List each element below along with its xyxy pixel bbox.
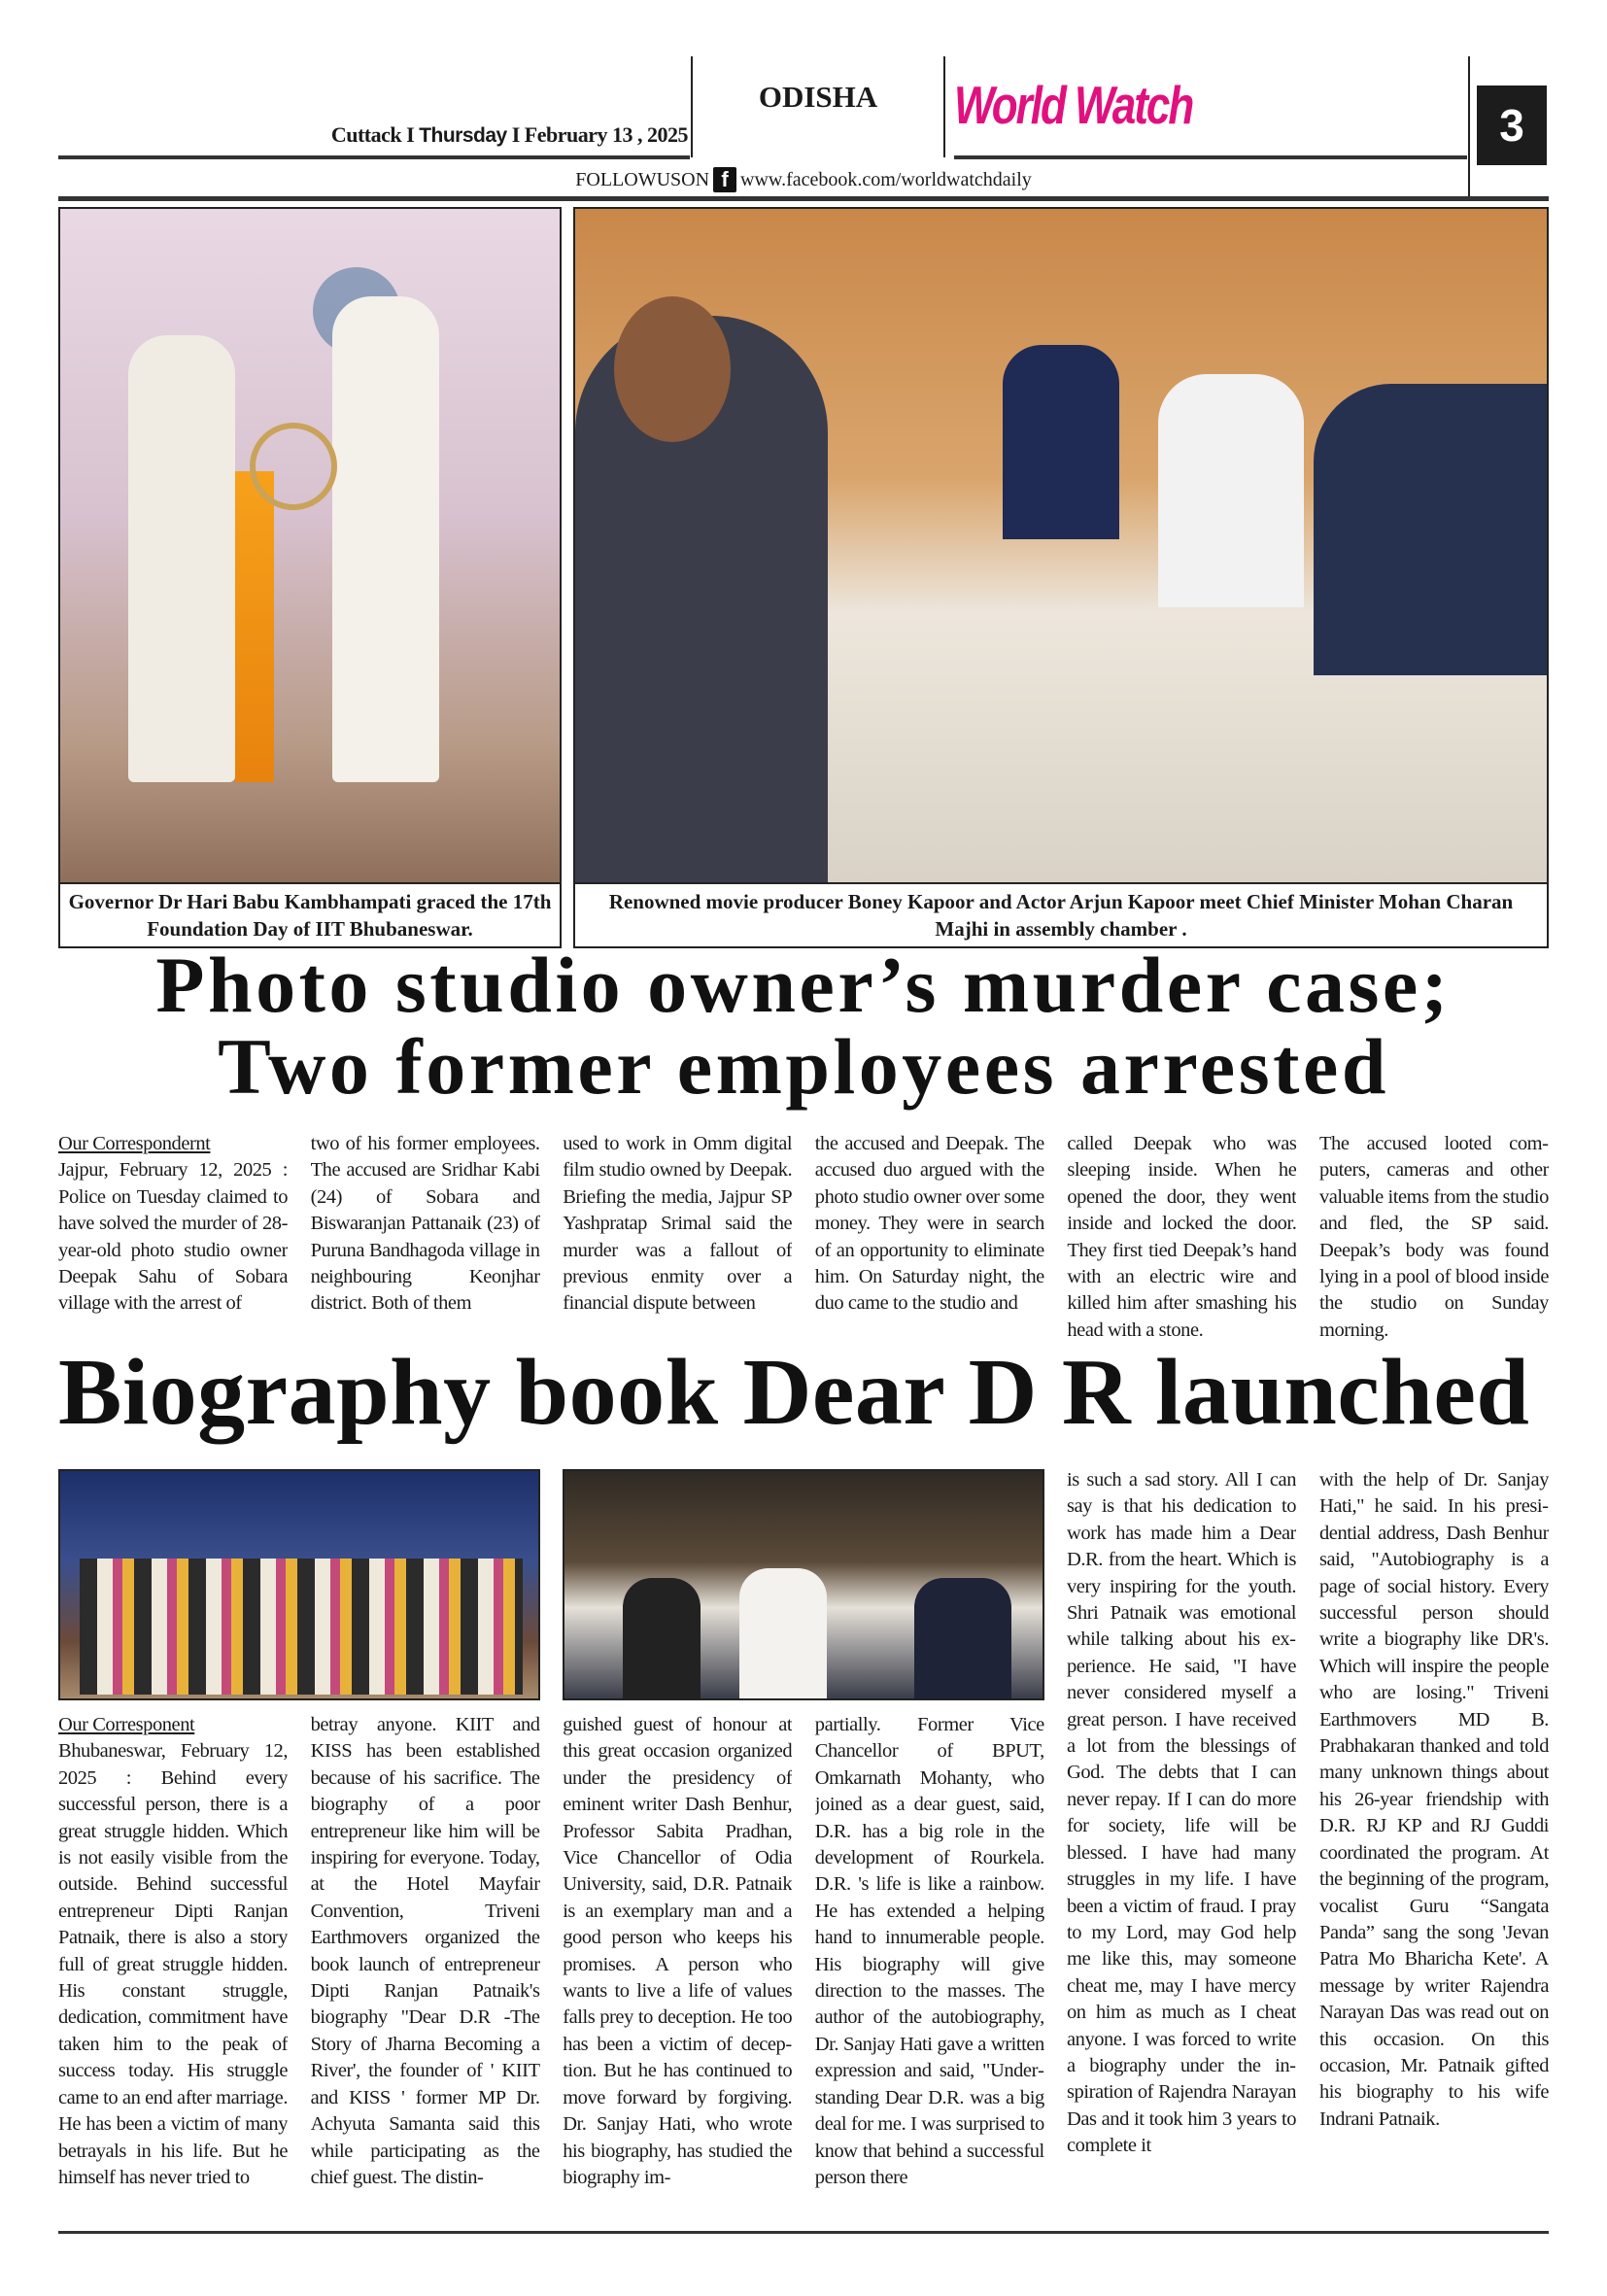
page-bottom-rule <box>58 2231 1549 2234</box>
follow-us-bar <box>0 167 1607 192</box>
article-column: The accused looted computers, cameras and other valuable items from the studio and fled, the SP said. Deepak’s body was found lying in a pool of blood inside the studio on Sunday morning. <box>1318 1133 1549 1341</box>
page-number: 3 <box>1477 86 1547 165</box>
article-column: partially. Former Vice Chancellor of BPUT, Omkarnath Mohanty, who joined as a dear guest, said, D.R. has a big role in the development of Rourkela. D.R. 's life is like a rainbow. He has extended a helping hand to innumerable people. His biography will give direction to the masses. The author of the autobiography, Dr. Sanjay Hati gave a written expression and said, "Understanding Dear D.R. was a big deal for me. I was surprised to know that behind a successful person there <box>814 1714 1044 2188</box>
book-launch-audience-photo <box>563 1469 1044 1700</box>
article-column: used to work in Omm digital film studio owned by Deepak. Briefing the media, Jajpur SP Yashpratap Srimal said the murder was a fallout of previous enmity over a financial dispute between <box>563 1133 793 1315</box>
follow-label: FOLLOWUSON <box>575 168 710 190</box>
byline: Our Corresponent <box>58 1714 195 1735</box>
article2-headline: Biography book Dear D R launched <box>58 1340 1530 1445</box>
article-column: with the help of Dr. Sanjay Hati," he said. In his presidential address, Dash Benhur said, "Autobiography is a page of social history. Every successful person should write a biography like DR's. Which will inspire the people who are losing." Triveni Earthmovers MD B. Prabhakaran thanked and told many unknown things about his 26-year friendship with D.R. RJ KP and RJ Guddi coordinated the program. At the beginning of the program, vocalist Guru “Sangata Panda” sang the song 'Jevan Patra Mo Bharicha Kete'. A message by writer Rajendra Narayan Das was read out on this occasion. On this occasion, Mr. Patnaik gifted his biography to his wife Indrani Patnaik. <box>1319 1469 1549 2130</box>
header-bottom-rule <box>58 196 1549 201</box>
article-column: two of his former employees. The accused are Sridhar Kabi (24) of Sobara and Biswaranjan Pattanaik (23) of Puruna Bandhagoda village in neighbouring Keonjhar district. Both of them <box>310 1133 540 1315</box>
world-watch-logo: World Watch <box>954 76 1193 136</box>
byline: Our Correspondernt <box>58 1133 211 1154</box>
masthead-divider <box>691 56 693 157</box>
governor-photo <box>58 207 562 884</box>
facebook-link[interactable]: www.facebook.com/worldwatchdaily <box>740 168 1032 190</box>
article-column: is such a sad story. All I can say is that his dedication to work has made him a Dear D.R. from the heart. Which is very inspiring for the youth. Shri Patnaik was emotional while talking about his experience. He said, "I have never considered myself a great person. I have received a lot from the blessings of God. The debts that I can never repay. If I can do more for society, life will be blessed. I have had many struggles in my life. I have been a victim of fraud. I pray to my Lord, may God help me like this, may someone cheat me, may I have mercy on him as much as I cheat anyone. I was forced to write a biography under the inspiration of Rajendra Narayan Das and it took him 3 years to complete it <box>1067 1469 1296 2157</box>
facebook-icon: f <box>713 167 736 192</box>
article-column <box>58 1131 288 1349</box>
masthead-rule <box>954 155 1467 159</box>
article-column: guished guest of honour at this great occasion organized under the presidency of eminent writer Dash Benhur, Professor Sabita Pradhan, Vice Chancellor of Odia University, said, D.R. Patnaik is an exemplary man and a good person who keeps his promises. A person who wants to live a life of values falls prey to deception. He too has been a victim of deception. But he has continued to move forward by forgiving. Dr. Sanjay Hati, who wrote his biography, has studied the biography im- <box>563 1714 793 2188</box>
headline-line: Two former employees arrested <box>218 1022 1389 1111</box>
book-launch-stage-photo <box>58 1469 540 1700</box>
governor-photo-caption: Governor Dr Hari Babu Kambhampati graced the 17th Foundation Day of IIT Bhubaneswar. <box>58 884 562 948</box>
chief-minister-photo-caption: Renowned movie producer Boney Kapoor and Actor Arjun Kapoor meet Chief Minister Mohan Charan Majhi in assembly chamber . <box>573 884 1549 948</box>
dateline <box>194 122 688 148</box>
separator: I <box>511 122 520 147</box>
article1-body <box>58 1131 1549 1349</box>
column-text: Jajpur, February 12, 2025 : Police on Tuesday claimed to have solved the murder of 28-year-old photo studio owner Deepak Sahu of Sobara village with the arrest of <box>58 1159 288 1315</box>
masthead-rule <box>58 155 690 159</box>
article-column <box>58 1712 288 2217</box>
city: Cuttack <box>330 122 402 147</box>
chief-minister-meeting-photo <box>573 207 1549 884</box>
article-column: betray anyone. KIIT and KISS has been established because of his sacrifice. The biography of a poor entrepreneur like him will be inspiring for everyone. Today, at the Hotel Mayfair Convention, Triveni Earthmovers organized the book launch of entrepreneur Dipti Ranjan Patnaik's biography "Dear D.R -The Story of Jharna Becoming a River', the founder of ' KIIT and KISS ' former MP Dr. Achyuta Samanta said this while participating as the chief guest. The distin- <box>310 1714 540 2188</box>
separator: I <box>406 122 415 147</box>
day: Thursday <box>419 124 507 147</box>
section-title: ODISHA <box>758 80 878 114</box>
date: February 13 , 2025 <box>524 122 688 147</box>
article-column: called Deepak who was sleeping inside. When he opened the door, they went inside and locked the door. They first tied Deepak’s hand with an electric wire and killed him after smashing his head with a stone. <box>1067 1133 1297 1341</box>
article-column: the accused and Deepak. The accused duo argued with the photo studio owner over some money. They were in search of an opportunity to eliminate him. On Saturday night, the duo came to the studio and <box>814 1133 1044 1315</box>
masthead-divider <box>943 56 945 157</box>
column-text: Bhubaneswar, February 12, 2025 : Behind every successful person, there is a great struggle hidden. Which is not easily visible from the outside. Behind successful entrepreneur Dipti Ranjan Patnaik, there is also a story full of great struggle hidden. His constant struggle, dedication, commitment have taken him to the peak of success today. His struggle came to an end after marriage. He has been a victim of many betrayals in his life. But he himself has never tried to <box>58 1740 288 2188</box>
article1-headline <box>58 941 1549 1111</box>
headline-line: Photo studio owner’s murder case; <box>155 941 1452 1029</box>
